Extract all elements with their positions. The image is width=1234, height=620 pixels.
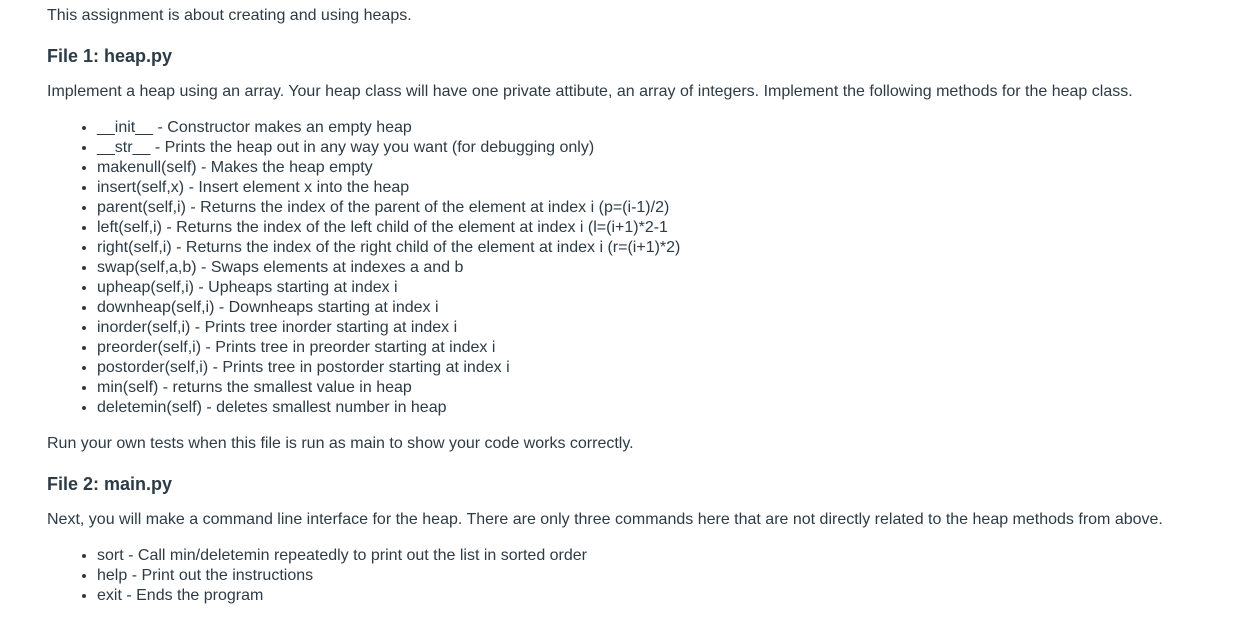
file2-description: Next, you will make a command line interface for the heap. There are only three commands here that are not directly related to the heap methods from above. bbox=[47, 511, 1163, 528]
list-item: • min(self) - returns the smallest value in heap bbox=[97, 378, 1227, 398]
list-item: • downheap(self,i) - Downheaps starting at index i bbox=[97, 298, 1227, 318]
assignment-content bbox=[47, 6, 1227, 606]
intro-paragraph: This assignment is about creating and using heaps. bbox=[47, 7, 412, 24]
list-item: • __init__ - Constructor makes an empty heap bbox=[97, 118, 1227, 138]
file1-tests-paragraph: Run your own tests when this file is run as main to show your code works correctly. bbox=[47, 435, 634, 452]
list-item: • left(self,i) - Returns the index of the left child of the element at index i (l=(i+1)*2-1 bbox=[97, 218, 1227, 238]
file1-heading: File 1: heap.py bbox=[47, 46, 173, 66]
list-item: • sort - Call min/deletemin repeatedly to print out the list in sorted order bbox=[97, 546, 1227, 566]
heap-methods-list bbox=[47, 118, 1227, 418]
list-item: • inorder(self,i) - Prints tree inorder starting at index i bbox=[97, 318, 1227, 338]
list-item: • swap(self,a,b) - Swaps elements at indexes a and b bbox=[97, 258, 1227, 278]
list-item: • help - Print out the instructions bbox=[97, 566, 1227, 586]
list-item: • parent(self,i) - Returns the index of the parent of the element at index i (p=(i-1)/2) bbox=[97, 198, 1227, 218]
list-item: • right(self,i) - Returns the index of the right child of the element at index i (r=(i+1)*2) bbox=[97, 238, 1227, 258]
list-item: • exit - Ends the program bbox=[97, 586, 1227, 606]
list-item: • deletemin(self) - deletes smallest number in heap bbox=[97, 398, 1227, 418]
list-item: • upheap(self,i) - Upheaps starting at index i bbox=[97, 278, 1227, 298]
file1-description: Implement a heap using an array. Your heap class will have one private attibute, an array of integers. Implement the following methods for the heap class. bbox=[47, 83, 1133, 100]
list-item: • makenull(self) - Makes the heap empty bbox=[97, 158, 1227, 178]
cli-commands-list bbox=[47, 546, 1227, 606]
file2-heading: File 2: main.py bbox=[47, 474, 173, 494]
list-item: • __str__ - Prints the heap out in any way you want (for debugging only) bbox=[97, 138, 1227, 158]
list-item: • postorder(self,i) - Prints tree in postorder starting at index i bbox=[97, 358, 1227, 378]
list-item: • insert(self,x) - Insert element x into the heap bbox=[97, 178, 1227, 198]
list-item: • preorder(self,i) - Prints tree in preorder starting at index i bbox=[97, 338, 1227, 358]
